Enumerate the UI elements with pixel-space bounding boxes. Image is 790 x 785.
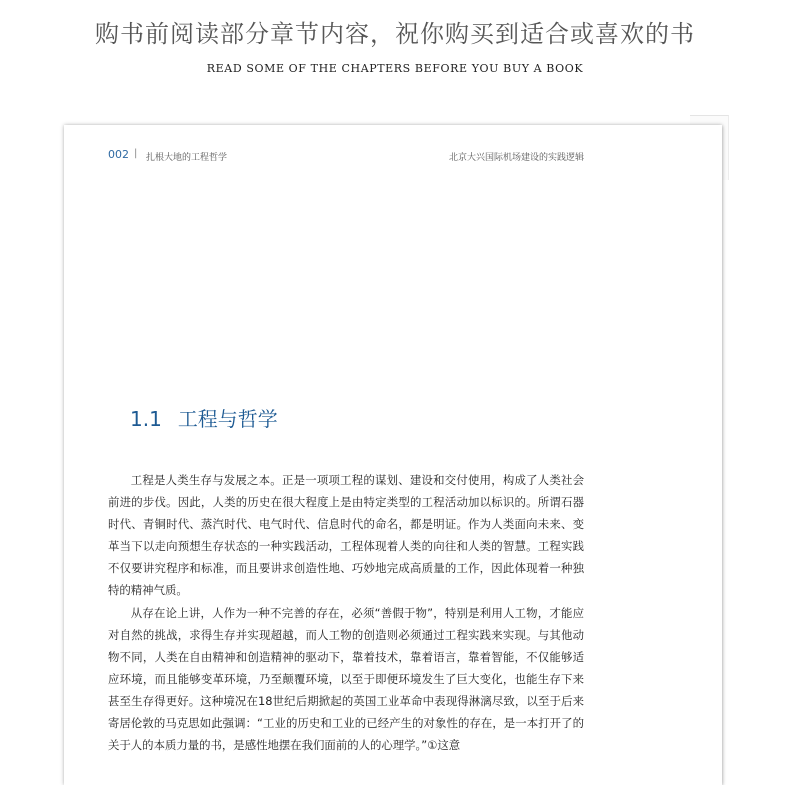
running-chapter-title: 扎根大地的工程哲学: [146, 153, 228, 163]
section-number: 1.1: [130, 407, 162, 431]
page-number: 002: [108, 148, 129, 161]
running-book-title: 北京大兴国际机场建设的实践逻辑: [448, 153, 584, 163]
body-text: [108, 469, 584, 756]
book-page-preview: [64, 125, 722, 785]
banner-subtitle: READ SOME OF THE CHAPTERS BEFORE YOU BUY A BOOK: [206, 62, 584, 75]
section-title: 工程与哲学: [177, 407, 278, 431]
paragraph: 从存在论上讲，人作为一种不完善的存在，必须“善假于物”，特别是利用人工物，才能应对自然的挑战，求得生存并实现超越，而人工物的创造则必须通过工程实践来实现。与其他动物不同，人类在自由精神和创造精神的驱动下，靠着技术，靠着语言，靠着智能，不仅能够适应环境，而且能够变革环境，乃至颠覆环境，以至于即便环境发生了巨大变化，也能生存下来甚至生存得更好。这种境况在18世纪后期掀起的英国工业革命中表现得淋漓尽致，以至于后来寄居伦敦的马克思如此强调：“工业的历史和工业的已经产生的对象性的存在，是一本打开了的关于人的本质力量的书，是感性地摆在我们面前的人的心理学。”①这意: [108, 605, 584, 753]
banner-title: 购书前阅读部分章节内容，祝你购买到适合或喜欢的书: [95, 20, 695, 48]
paragraph: 工程是人类生存与发展之本。正是一项项工程的谋划、建设和交付使用，构成了人类社会前进的步伐。因此，人类的历史在很大程度上是由特定类型的工程活动加以标识的。所谓石器时代、青铜时代、蒸汽时代、电气时代、信息时代的命名，都是明证。作为人类面向未来、变革当下以走向预想生存状态的一种实践活动，工程体现着人类的向往和人类的智慧。工程实践不仅要讲究程序和标准，而且要讲求创造性地、巧妙地完成高质量的工作，因此体现着一种独特的精神气质。: [108, 473, 584, 598]
section-heading: [130, 403, 278, 432]
page-header: [108, 149, 584, 163]
header-separator: |: [134, 148, 138, 159]
